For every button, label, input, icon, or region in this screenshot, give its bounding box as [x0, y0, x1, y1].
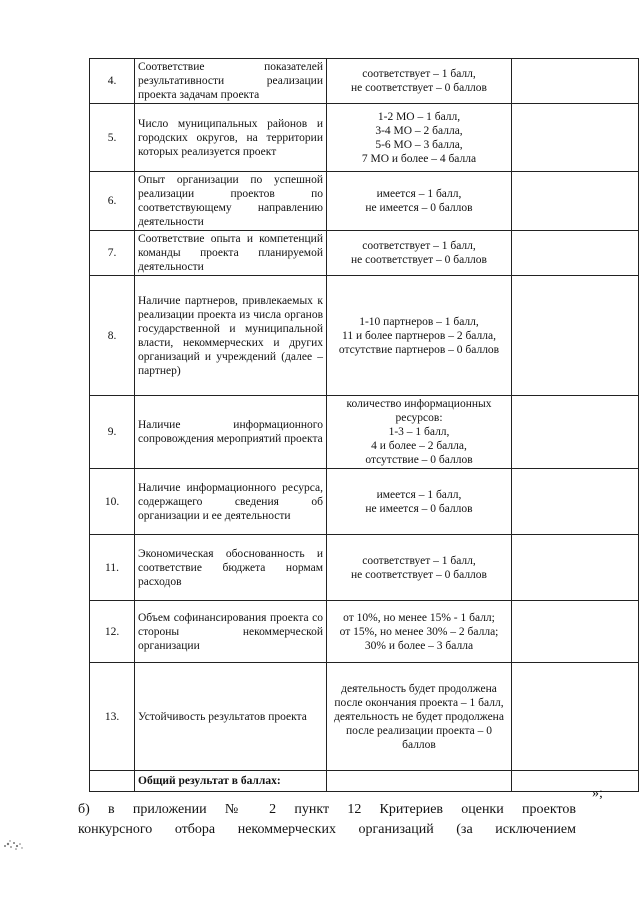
scoring-rule-line: 1-10 партнеров – 1 балл,	[359, 315, 479, 328]
criteria-table	[89, 58, 639, 792]
criterion-name: Опыт организации по успешной реализации проектов по соответствующему направлению деятельности	[135, 172, 327, 231]
row-number: 12.	[90, 601, 135, 663]
scoring-rule	[327, 396, 512, 469]
criterion-name: Соответствие показателей результативности реализации проекта задачам проекта	[135, 59, 327, 104]
score-cell	[512, 535, 639, 601]
scoring-rule	[327, 59, 512, 104]
score-cell	[512, 396, 639, 469]
scoring-rule-line: отсутствие партнеров – 0 баллов	[338, 343, 500, 356]
table-row	[90, 601, 639, 663]
scoring-rule-line: количество информационных ресурсов:	[346, 398, 492, 424]
score-cell	[512, 276, 639, 396]
score-cell	[512, 172, 639, 231]
criterion-name: Соответствие опыта и компетенций команды проекта планируемой деятельности	[135, 231, 327, 276]
total-row	[90, 771, 639, 792]
scoring-rule-line: от 10%, но менее 15% - 1 балл;	[343, 611, 495, 624]
scoring-rule-line: соответствует – 1 балл,	[362, 68, 476, 80]
row-number: 5.	[90, 104, 135, 172]
row-number: 4.	[90, 59, 135, 104]
scoring-rule-line: не имеется – 0 баллов	[365, 202, 473, 214]
scoring-rule	[327, 601, 512, 663]
scoring-rule-line: 30% и более – 3 балла	[364, 639, 474, 652]
table-row	[90, 59, 639, 104]
table-row	[90, 535, 639, 601]
scoring-rule	[327, 663, 512, 771]
table-row	[90, 104, 639, 172]
score-cell	[512, 663, 639, 771]
scoring-rule	[327, 231, 512, 276]
scoring-rule-line: 1-2 МО – 1 балл,	[377, 110, 461, 123]
score-cell	[512, 601, 639, 663]
total-score-rule-cell	[327, 771, 512, 792]
criterion-name: Устойчивость результатов проекта	[135, 663, 327, 771]
scan-noise-mark	[2, 838, 24, 852]
score-cell	[512, 59, 639, 104]
scoring-rule-line: 1-3 – 1 балл,	[388, 426, 450, 438]
criterion-name: Наличие партнеров, привлекаемых к реализации проекта из числа органов государственной и муниципальной власти, некоммерческих и других организаций и учреждений (далее – партнер)	[135, 276, 327, 396]
criterion-name: Наличие информационного ресурса, содержащего сведения об организации и ее деятельности	[135, 469, 327, 535]
criterion-name: Число муниципальных районов и городских округов, на территории которых реализуется проект	[135, 104, 327, 172]
total-label: Общий результат в баллах:	[135, 771, 327, 792]
criterion-name: Наличие информационного сопровождения мероприятий проекта	[135, 396, 327, 469]
scoring-rule	[327, 469, 512, 535]
row-number: 13.	[90, 663, 135, 771]
scoring-rule-line: не соответствует – 0 баллов	[351, 82, 487, 94]
score-cell	[512, 104, 639, 172]
scoring-rule-line: не соответствует – 0 баллов	[351, 254, 487, 266]
row-number: 6.	[90, 172, 135, 231]
scoring-rule	[327, 276, 512, 396]
row-number: 11.	[90, 535, 135, 601]
table-row	[90, 172, 639, 231]
scoring-rule-line: деятельность будет продолжена после окончания проекта – 1 балл,	[334, 682, 504, 709]
table-row	[90, 469, 639, 535]
scoring-rule-line: 3-4 МО – 2 балла,	[375, 124, 463, 137]
row-number: 9.	[90, 396, 135, 469]
total-score-cell	[512, 771, 639, 792]
scoring-rule-line: 5-6 МО – 3 балла,	[375, 138, 463, 151]
scoring-rule	[327, 104, 512, 172]
table-row	[90, 231, 639, 276]
scoring-rule-line: имеется – 1 балл,	[376, 188, 462, 200]
scoring-rule-line: соответствует – 1 балл,	[362, 240, 476, 252]
scoring-rule-line: не имеется – 0 баллов	[365, 502, 473, 515]
scoring-rule-line: не соответствует – 0 баллов	[351, 568, 487, 581]
closing-quote: »;	[592, 786, 603, 801]
scoring-rule-line: 4 и более – 2 балла,	[371, 440, 467, 452]
table-row	[90, 276, 639, 396]
criterion-name: Объем софинансирования проекта со стороны некоммерческой организации	[135, 601, 327, 663]
scoring-rule-line: деятельность не будет продолжена после реализации проекта – 0 баллов	[334, 710, 504, 751]
paragraph-line-2: конкурсного отбора некоммерческих организаций (за исключением	[78, 822, 576, 837]
scoring-rule-line: от 15%, но менее 30% – 2 балла;	[339, 625, 499, 638]
scoring-rule-line: 7 МО и более – 4 балла	[361, 152, 477, 165]
total-number-cell	[90, 771, 135, 792]
scoring-rule-line: имеется – 1 балл,	[376, 488, 462, 501]
paragraph-line-1: б) в приложении № 2 пункт 12 Критериев оценки проектов	[78, 802, 576, 817]
row-number: 8.	[90, 276, 135, 396]
score-cell	[512, 231, 639, 276]
table-row	[90, 396, 639, 469]
row-number: 10.	[90, 469, 135, 535]
row-number: 7.	[90, 231, 135, 276]
score-cell	[512, 469, 639, 535]
scoring-rule-line: соответствует – 1 балл,	[362, 554, 476, 567]
scoring-rule	[327, 172, 512, 231]
criterion-name: Экономическая обоснованность и соответствие бюджета нормам расходов	[135, 535, 327, 601]
scoring-rule-line: 11 и более партнеров – 2 балла,	[342, 329, 496, 342]
criteria-table-body	[90, 59, 639, 792]
table-row	[90, 663, 639, 771]
scoring-rule	[327, 535, 512, 601]
scoring-rule-line: отсутствие – 0 баллов	[365, 454, 473, 466]
